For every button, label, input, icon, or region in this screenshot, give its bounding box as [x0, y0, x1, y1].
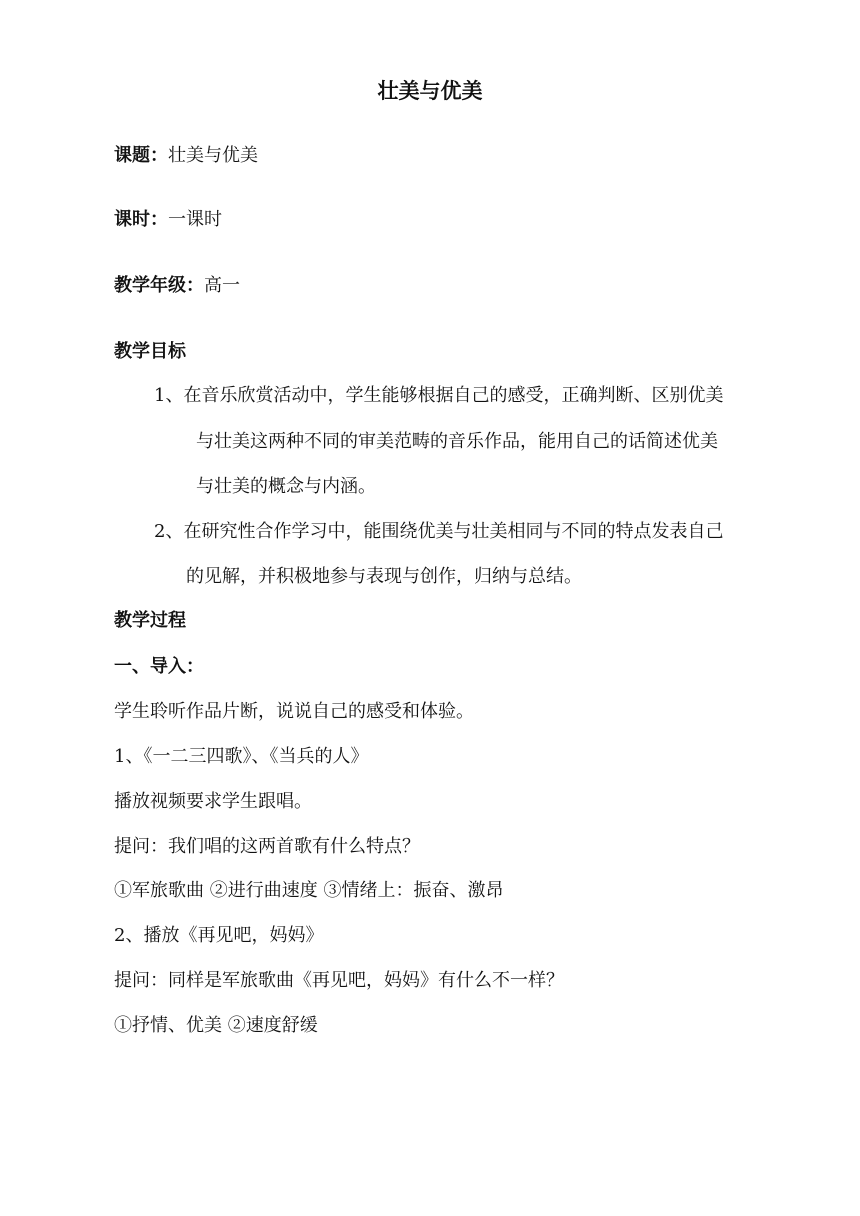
grade-value: 高一 — [204, 275, 240, 296]
process-line: 提问：我们唱的这两首歌有什么特点？ — [114, 836, 420, 857]
process-line: 播放视频要求学生跟唱。 — [114, 791, 312, 812]
objectives-heading: 教学目标 — [114, 341, 186, 362]
grade-label: 教学年级： — [114, 275, 204, 296]
document-title: 壮美与优美 — [377, 79, 483, 103]
topic-label: 课题： — [114, 145, 168, 166]
process-line: 提问：同样是军旅歌曲《再见吧，妈妈》有什么不一样？ — [114, 970, 564, 991]
period-line — [114, 206, 222, 234]
process-line: 1、《一二三四歌》、《当兵的人》 — [114, 746, 369, 767]
objective-1-line-2: 与壮美这两种不同的审美范畴的音乐作品，能用自己的话简述优美 — [196, 431, 718, 452]
topic-line — [114, 142, 258, 170]
process-line: ①抒情、优美 ②速度舒缓 — [114, 1015, 318, 1036]
process-line: 2、播放《再见吧，妈妈》 — [114, 925, 324, 946]
period-value: 一课时 — [168, 209, 222, 230]
process-line: 学生聆听作品片断，说说自己的感受和体验。 — [114, 701, 474, 722]
objective-1-line-3: 与壮美的概念与内涵。 — [196, 476, 376, 497]
objective-2-line-2: 的见解，并积极地参与表现与创作，归纳与总结。 — [186, 566, 582, 587]
topic-value: 壮美与优美 — [168, 145, 258, 166]
period-label: 课时： — [114, 209, 168, 230]
objective-1-line-1: 1、在音乐欣赏活动中，学生能够根据自己的感受，正确判断、区别优美 — [154, 385, 724, 406]
grade-line — [114, 272, 240, 300]
section-1-heading: 一、导入： — [114, 656, 204, 677]
process-line: ①军旅歌曲 ②进行曲速度 ③情绪上：振奋、激昂 — [114, 880, 504, 901]
objective-2-line-1: 2、在研究性合作学习中，能围绕优美与壮美相同与不同的特点发表自己 — [154, 521, 724, 542]
process-heading: 教学过程 — [114, 610, 186, 631]
